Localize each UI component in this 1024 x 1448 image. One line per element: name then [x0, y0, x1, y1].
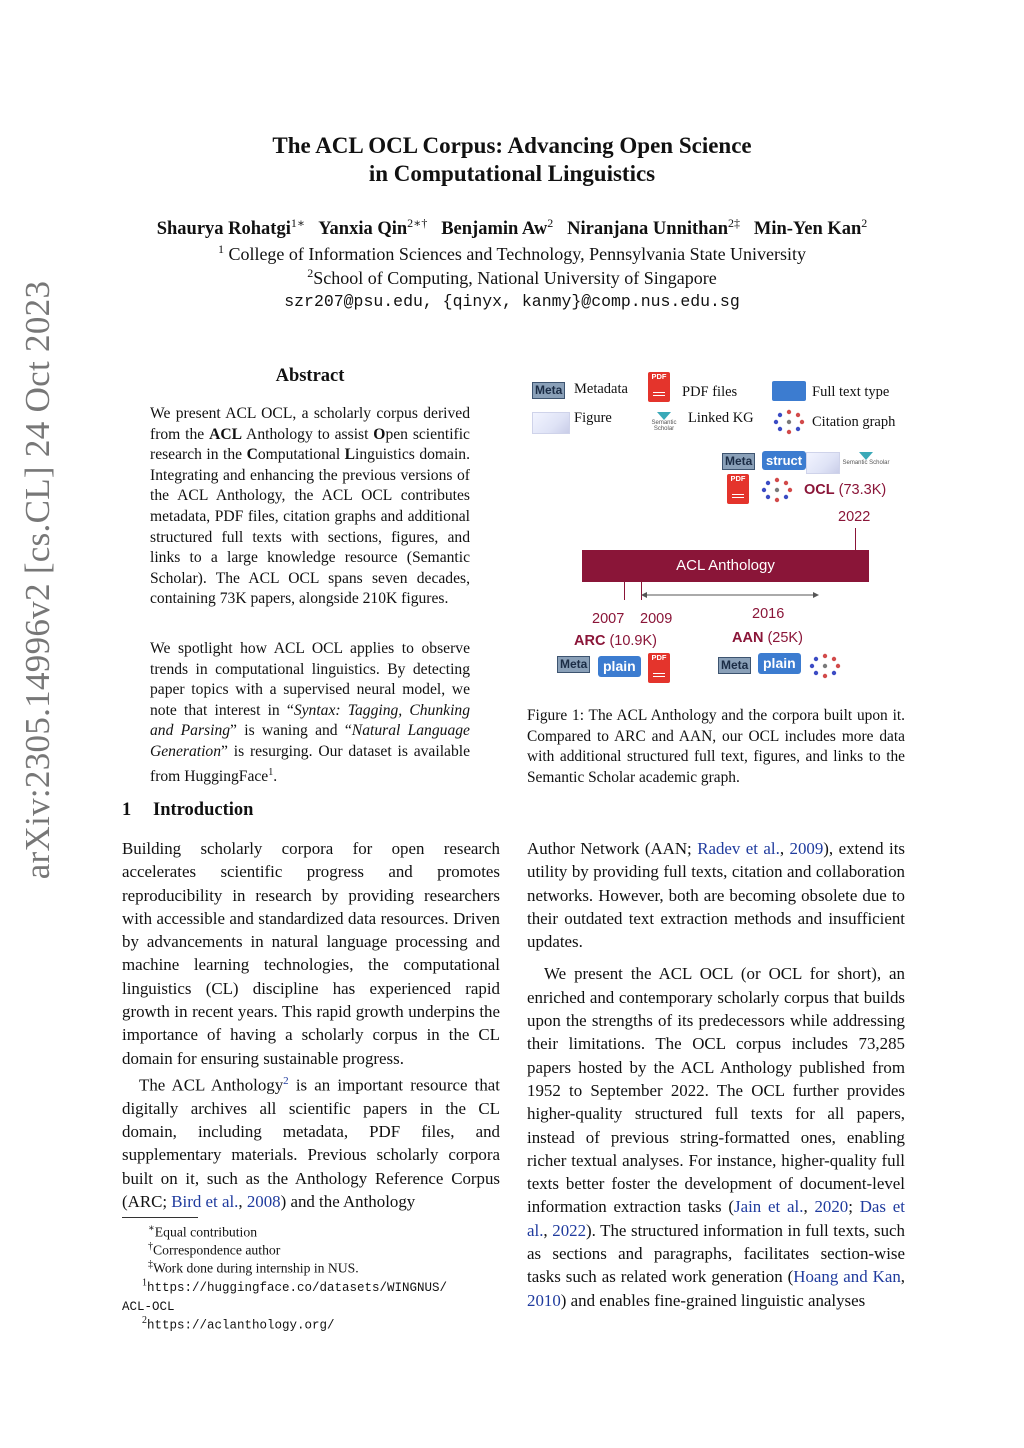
author-name: Benjamin Aw — [441, 219, 548, 240]
affiliation-sup: 2 — [307, 266, 314, 280]
text-bold: O — [373, 425, 386, 443]
text: , — [543, 1220, 553, 1240]
footnote-ref[interactable]: 2 — [283, 1074, 289, 1087]
footnote-url[interactable]: https://aclanthology.org/ — [147, 1318, 335, 1333]
text: ; — [848, 1197, 860, 1217]
footnote-rule — [122, 1217, 198, 1218]
text-bold: ACL — [209, 425, 243, 443]
citation-link[interactable]: 2009 — [789, 839, 824, 858]
corpus-size: (73.3K) — [834, 482, 887, 498]
footnote-mark: † — [148, 1241, 153, 1252]
corpus-name: OCL — [804, 482, 835, 498]
arc-label — [574, 633, 657, 649]
text: ). The structured information in full texts, such as sections and paragraphs, facilitates section-wise tasks such as related work generation ( — [527, 1220, 905, 1287]
text: is an important resource that digitally archives all scientific papers in the CL domain, including metadata, PDF files, and supplementary materials. Previous scholarly corpora built on it, such as the Anthology Reference Corpus (ARC; — [122, 1075, 500, 1212]
legend-full-text-type: Full text type — [812, 384, 890, 400]
corpus-name: ARC — [574, 633, 606, 649]
text: ), extend its utility by providing full texts, citation and collaboration networks. However, both are becoming obsolete due to their outdated text extraction methods and insufficient updates. — [527, 839, 905, 952]
legend-linked-kg: Linked KG — [688, 410, 754, 426]
footnote-mark: ‡ — [148, 1259, 153, 1270]
section-title: Introduction — [153, 800, 254, 820]
footnote-text: Correspondence author — [153, 1242, 281, 1258]
semantic-scholar-icon — [644, 412, 684, 432]
text: , — [900, 1267, 905, 1287]
section-number: 1 — [122, 800, 132, 820]
ocl-label — [804, 482, 886, 498]
text: Author Network (AAN; — [527, 839, 698, 858]
left-column-body — [122, 837, 500, 1213]
paragraph — [527, 837, 905, 953]
author-sup: 2 — [861, 216, 868, 230]
figure-1-caption: Figure 1: The ACL Anthology and the corpora built upon it. Compared to ARC and AAN, our OCL includes more data with additional structured full text, figures, and links to the Semantic Scholar academic graph. — [527, 707, 905, 786]
citation-link[interactable]: Jain et al. — [734, 1197, 804, 1217]
pdf-icon-label: PDF — [730, 474, 746, 483]
paragraph — [122, 1070, 500, 1213]
text: , — [803, 1197, 815, 1217]
legend-pdf-files: PDF files — [682, 384, 738, 400]
abstract-heading: Abstract — [275, 366, 345, 386]
meta-badge-icon: Meta — [532, 382, 565, 399]
aan-label — [732, 630, 803, 646]
text: inguistics domain. Integrating and enhancing the previous versions of the ACL Anthology, the ACL OCL contributes metadata, PDF files, citation graphs and additional structured full texts with sections, figures, and links to a large knowledge resource (Semantic Scholar). The ACL OCL spans seven decades, containing 73K papers, alongside 210K figures. — [150, 446, 470, 608]
struct-badge-icon: struct — [762, 451, 806, 470]
figure-1 — [520, 368, 920, 698]
author-sup: 2∗† — [407, 216, 428, 230]
author-name: Niranjana Unnithan — [567, 219, 728, 240]
citation-link[interactable]: 2008 — [246, 1192, 281, 1212]
year-2016: 2016 — [752, 606, 785, 622]
year-2007: 2007 — [592, 611, 625, 627]
pdf-icon-label: PDF — [651, 653, 667, 662]
footnote-mark: 2 — [142, 1315, 147, 1326]
right-column-body — [527, 837, 905, 1312]
aan-range-arrow — [641, 590, 821, 600]
text-bold: C — [246, 446, 258, 464]
citation-link[interactable]: 2020 — [814, 1197, 849, 1217]
title-line-1: The ACL OCL Corpus: Advancing Open Science — [272, 133, 752, 158]
citation-link[interactable]: Radev et al. — [697, 839, 780, 858]
acl-anthology-timeline: ACL Anthology — [582, 550, 869, 582]
paragraph — [527, 962, 905, 1311]
text: We present the ACL OCL (or OCL for short), an enriched and contemporary scholarly corpus that builds upon the strengths of its predecessors while addressing their limitations. The OCL corpus includes 73,285 papers hosted by the ACL Anthology published from 1952 to September 2022. The OCL further provides higher-quality structured full texts for all papers, instead of previous string-formatted ones, enabling richer textual analyses. For instance, higher-quality full texts better foster the development of document-level information extraction tasks ( — [527, 964, 905, 1217]
pdf-file-icon — [648, 372, 670, 402]
author-sup: 1∗ — [290, 216, 306, 230]
meta-badge-icon: Meta — [718, 657, 751, 674]
meta-badge-icon: Meta — [722, 453, 755, 470]
text: , — [779, 839, 790, 858]
year-2009: 2009 — [640, 611, 673, 627]
text-bold: L — [344, 446, 356, 464]
citation-link[interactable]: 2010 — [527, 1290, 561, 1310]
affiliation-text: College of Information Sciences and Technology, Pennsylvania State University — [223, 244, 807, 264]
corpus-name: AAN — [732, 630, 764, 646]
pdf-file-icon — [648, 653, 670, 683]
footnote-url[interactable]: https://huggingface.co/datasets/WINGNUS/ — [147, 1280, 448, 1295]
corpus-size: (25K) — [763, 630, 803, 646]
text: pen scientific research in the — [150, 425, 470, 464]
plain-badge-icon: plain — [598, 656, 641, 677]
citation-link[interactable]: Das et al. — [527, 1197, 905, 1240]
citation-link[interactable]: Bird et al. — [171, 1192, 239, 1212]
text: ” is waning and “ — [230, 722, 352, 740]
meta-badge-icon: Meta — [557, 656, 590, 673]
text: We present ACL OCL, a scholarly corpus derived from the — [150, 405, 470, 443]
affiliation-2 — [0, 266, 1024, 289]
author-sup: 2 — [547, 216, 554, 230]
footnote-text: Equal contribution — [154, 1224, 258, 1240]
footnote-text: Work done during internship in NUS. — [153, 1260, 359, 1276]
figure-thumbnail-icon — [532, 412, 570, 434]
pdf-icon-label: PDF — [651, 372, 667, 381]
figure-thumbnail-icon — [806, 452, 840, 474]
affiliation-sup: 1 — [217, 242, 224, 256]
legend-figure: Figure — [574, 410, 612, 426]
affiliation-text: School of Computing, National University of Singapore — [313, 268, 717, 288]
year-2022: 2022 — [838, 509, 871, 525]
affiliation-1 — [0, 242, 1024, 265]
citation-graph-icon — [808, 652, 842, 680]
text: Anthology to assist — [242, 425, 374, 443]
text: ) and enables fine-grained linguistic analyses — [560, 1290, 866, 1310]
footnote-mark: 1 — [142, 1277, 147, 1288]
section-heading — [122, 800, 253, 821]
text: The ACL Anthology — [139, 1075, 284, 1095]
citation-graph-icon — [772, 408, 806, 436]
footnote-ref[interactable]: 1 — [268, 766, 274, 778]
author-list — [0, 216, 1024, 240]
text: . — [273, 767, 278, 785]
footnote-mark: ∗ — [148, 1223, 155, 1234]
legend-citation-graph: Citation graph — [812, 414, 896, 430]
paragraph: Building scholarly corpora for open research accelerates scientific progress and promotes reproducibility in research by providing researchers with accessible and standardized data resources. Driven by advancements in natural language processing and machine learning technologies, the computational linguistics (CL) discipline has experienced rapid growth in recent years. This rapid growth underpins the importance of having a scholarly corpus in the CL domain for ensuring sustainable progress. — [122, 839, 500, 1068]
author-emails: szr207@psu.edu, {qinyx, kanmy}@comp.nus.edu.sg — [284, 292, 740, 311]
tick-2007 — [624, 582, 625, 600]
full-text-icon — [772, 381, 806, 401]
footnote-url[interactable]: ACL-OCL — [122, 1299, 175, 1314]
abstract-paragraph-2 — [150, 639, 470, 787]
text-italic: Syntax: Tagging, Chunking and Parsing — [150, 701, 470, 740]
author-name: Shaurya Rohatgi — [156, 219, 291, 240]
footnote — [122, 1274, 502, 1316]
text: , — [238, 1192, 247, 1212]
author-name: Min-Yen Kan — [753, 219, 862, 240]
corpus-size: (10.9K) — [605, 633, 658, 649]
plain-badge-icon: plain — [758, 653, 801, 674]
citation-link[interactable]: Hoang and Kan — [793, 1267, 901, 1287]
abstract-paragraph-1 — [150, 404, 470, 610]
s2-label: Semantic Scholar — [651, 420, 677, 432]
citation-link[interactable]: 2022 — [552, 1220, 587, 1240]
text: omputational — [257, 446, 345, 464]
legend-metadata: Metadata — [574, 381, 628, 397]
title-line-2: in Computational Linguistics — [368, 161, 656, 186]
pdf-file-icon — [727, 474, 749, 504]
tick-2022 — [855, 528, 856, 550]
text-italic: Natural Language Generation — [150, 722, 470, 760]
s2-label: Semantic Scholar — [842, 460, 890, 466]
arxiv-identifier: arXiv:2305.14996v2 [cs.CL] 24 Oct 2023 — [18, 280, 57, 880]
author-name: Yanxia Qin — [318, 219, 408, 240]
footnote — [122, 1312, 522, 1335]
text: We spotlight how ACL OCL applies to observe trends in computational linguistics. By detecting paper topics with a supervised neural model, we note that interest in “ — [150, 640, 470, 719]
paper-title — [0, 132, 1024, 188]
text: ” is resurging. Our dataset is available from HuggingFace — [150, 742, 470, 785]
citation-graph-icon — [760, 476, 794, 504]
text: ) and the Anthology — [280, 1192, 416, 1212]
author-sup: 2‡ — [728, 216, 740, 230]
semantic-scholar-icon — [840, 452, 892, 466]
